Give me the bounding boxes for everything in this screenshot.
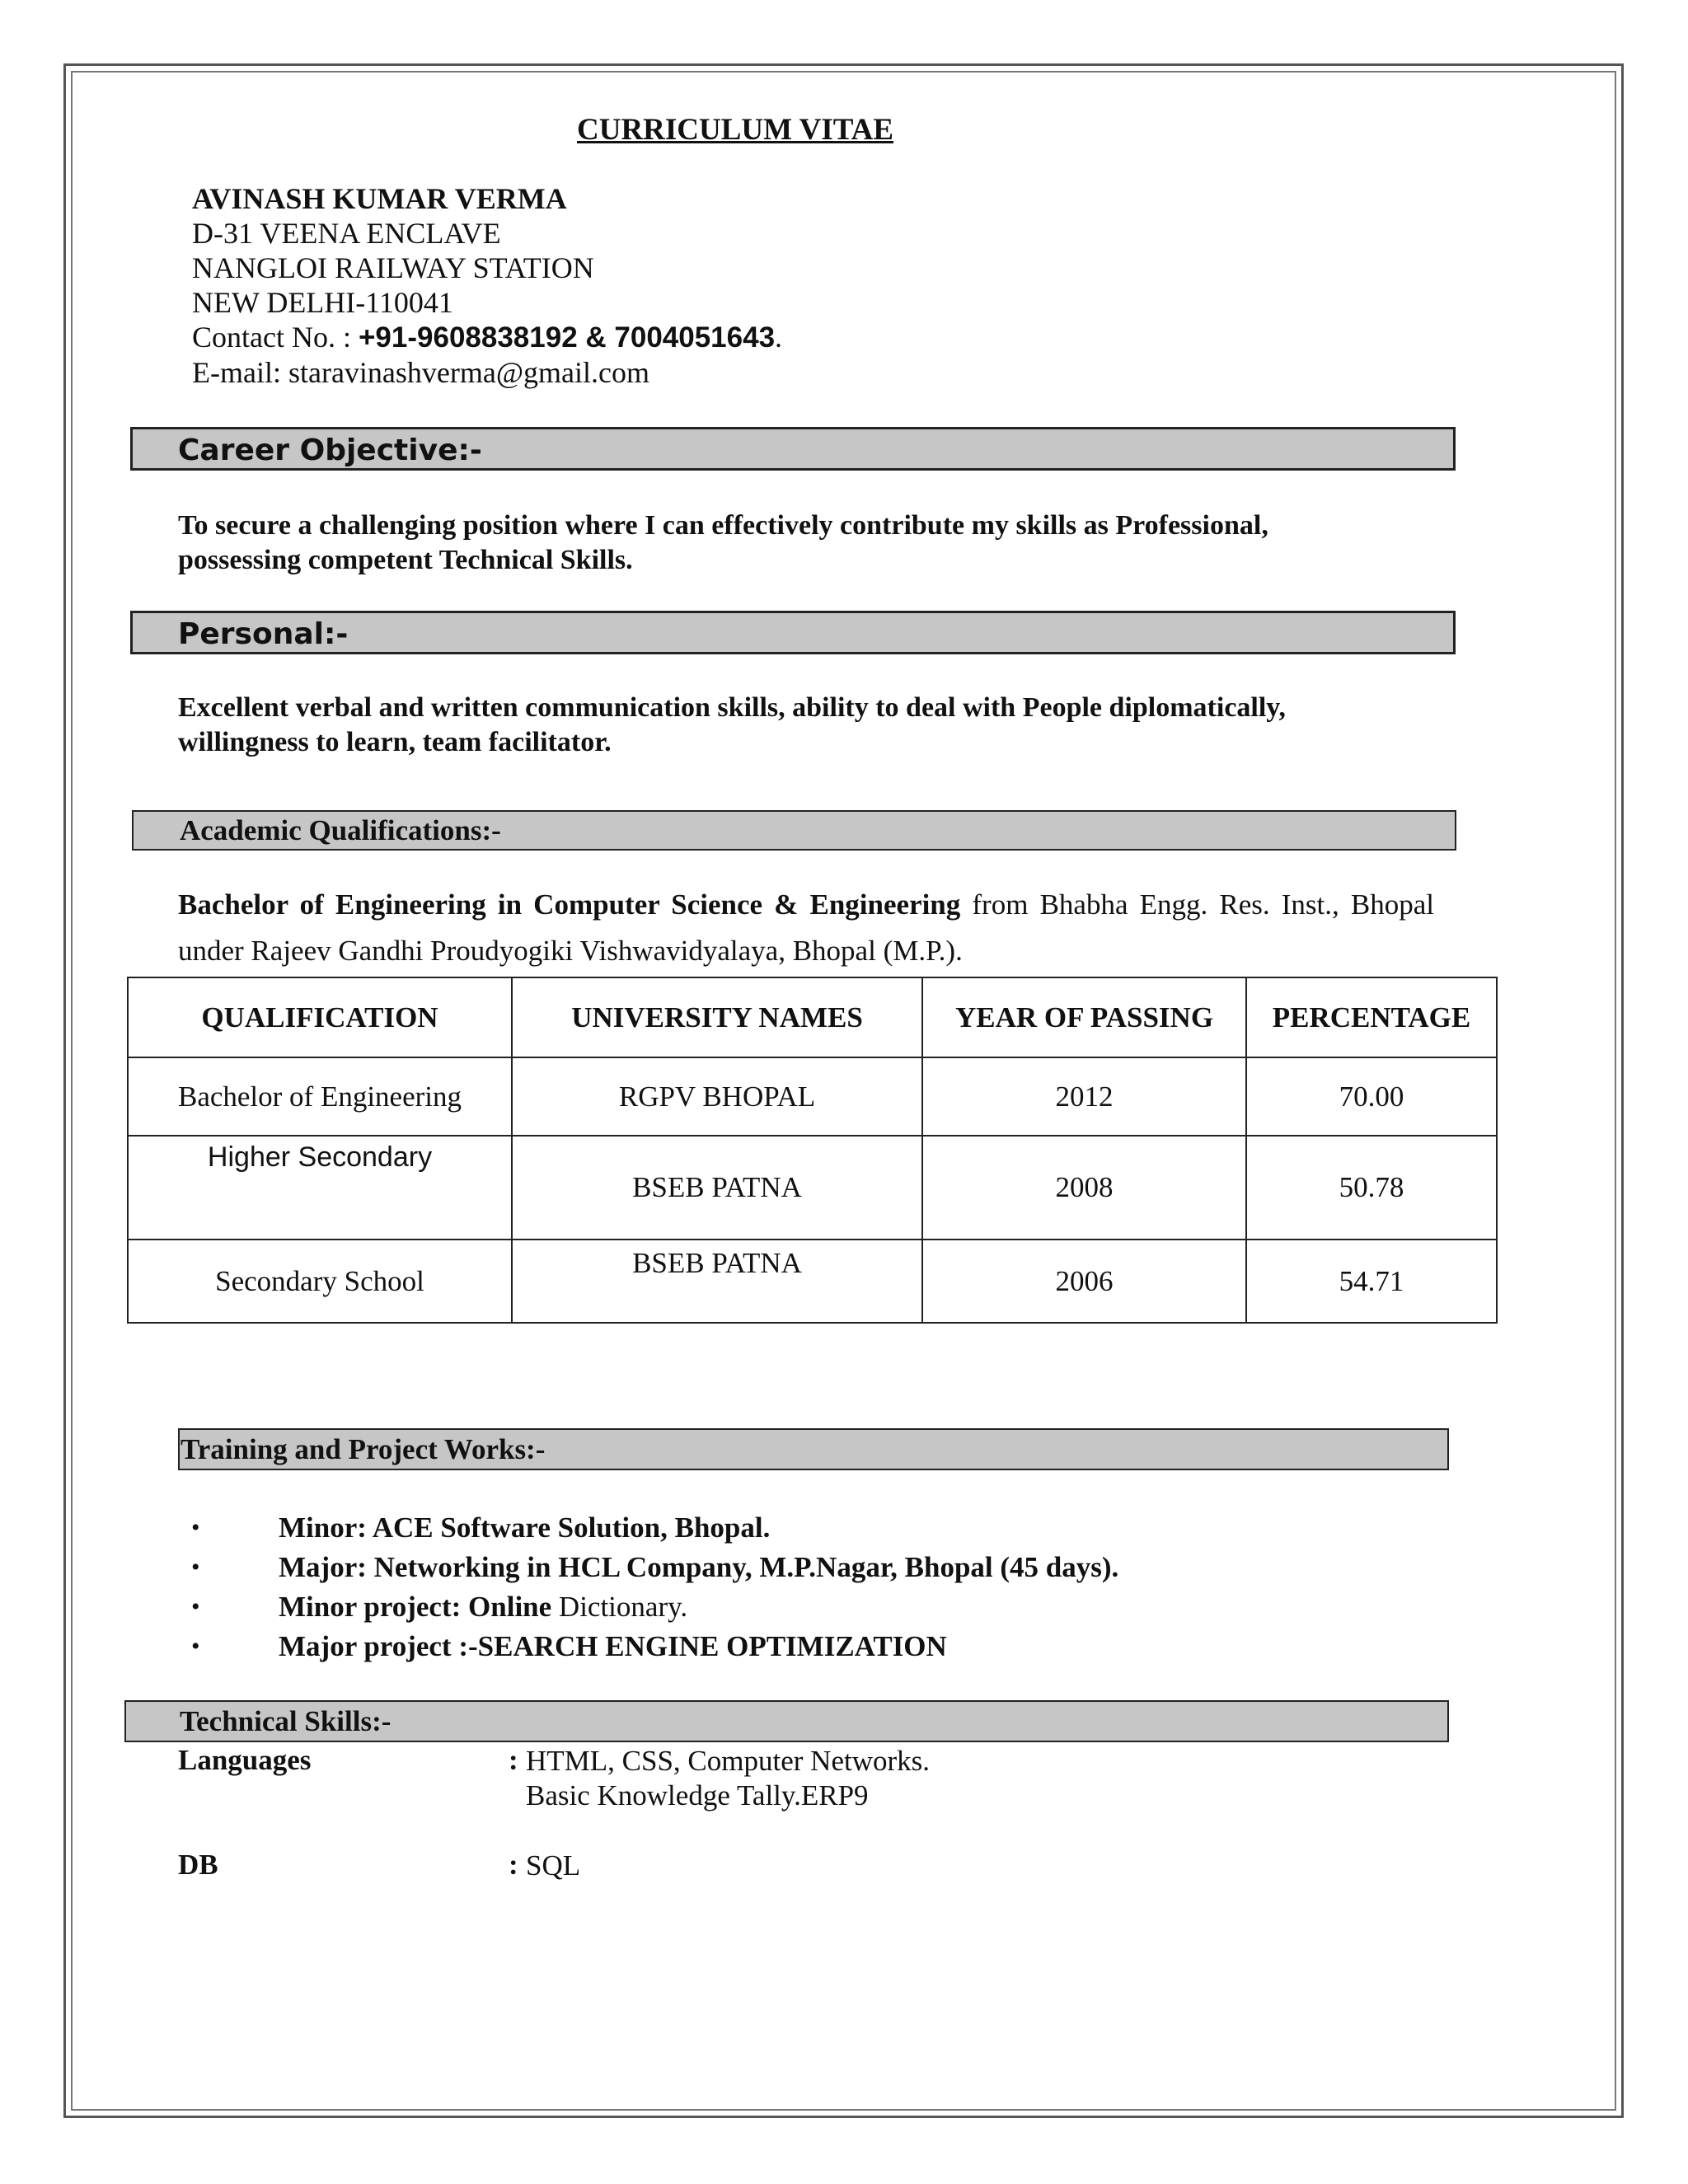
bullet-icon: • [191, 1633, 200, 1660]
personal-heading: Personal:- [178, 617, 349, 651]
personal-text [178, 691, 1286, 760]
bullet-icon: • [191, 1593, 200, 1620]
list-item [190, 1627, 1118, 1666]
training-item-rest: Dictionary. [551, 1591, 688, 1623]
degree-institution: from Bhabha Engg. Res. Inst., Bhopal under Rajeev Gandhi Proudyogiki Vishwavidyalaya, Bhopal (M.P.). [178, 888, 1434, 967]
db-value: SQL [526, 1849, 581, 1882]
languages-line-2: Basic Knowledge Tally.ERP9 [526, 1779, 869, 1811]
training-list [190, 1508, 1118, 1666]
contact-suffix: . [775, 321, 783, 354]
table-cell: Secondary School [128, 1240, 512, 1323]
address-line-3: NEW DELHI-110041 [192, 286, 453, 319]
column-header-year: YEAR OF PASSING [922, 977, 1246, 1057]
candidate-name: AVINASH KUMAR VERMA [192, 182, 567, 215]
list-item [190, 1508, 1118, 1548]
column-header-qualification: QUALIFICATION [128, 977, 512, 1057]
document-title: CURRICULUM VITAE [577, 113, 894, 147]
email-label: E-mail: [192, 356, 288, 389]
table-cell: 70.00 [1246, 1057, 1497, 1136]
table-cell: RGPV BHOPAL [512, 1057, 922, 1136]
table-cell: BSEB PATNA [512, 1240, 922, 1323]
training-item-bold: Major: Networking in HCL Company, M.P.Nagar, Bhopal (45 days). [279, 1551, 1119, 1583]
table-cell: Bachelor of Engineering [128, 1057, 512, 1136]
bullet-icon: • [191, 1514, 200, 1541]
table-row [128, 1240, 1497, 1323]
table-cell: Higher Secondary [128, 1136, 512, 1240]
table-header-row [128, 977, 1497, 1057]
languages-value [526, 1744, 930, 1813]
email-line [192, 355, 782, 390]
address-line-1: D-31 VEENA ENCLAVE [192, 217, 501, 250]
personal-line-1: Excellent verbal and written communication skills, ability to deal with People diplomatically, [178, 692, 1286, 723]
db-label: DB [178, 1849, 218, 1881]
training-item-bold: Major project :-SEARCH ENGINE OPTIMIZATION [279, 1630, 947, 1662]
contact-label: Contact No. : [192, 321, 359, 354]
languages-line-1: HTML, CSS, Computer Networks. [526, 1745, 930, 1777]
db-colon: : [509, 1849, 518, 1881]
academic-description [178, 882, 1434, 974]
career-objective-heading-bar [130, 427, 1456, 471]
languages-label: Languages [178, 1744, 312, 1776]
address-line-2: NANGLOI RAILWAY STATION [192, 251, 594, 284]
list-item [190, 1548, 1118, 1587]
contact-line [192, 320, 782, 355]
table-cell: 54.71 [1246, 1240, 1497, 1323]
contact-numbers: +91-9608838192 & 7004051643 [358, 321, 776, 354]
table-row [128, 1136, 1497, 1240]
training-item-bold: Minor project: Online [279, 1591, 552, 1623]
list-item [190, 1587, 1118, 1627]
degree-name: Bachelor of Engineering in Computer Science & Engineering [178, 888, 961, 921]
training-heading: Training and Project Works:- [181, 1433, 546, 1465]
bullet-icon: • [191, 1554, 200, 1581]
skills-heading: Technical Skills:- [180, 1705, 392, 1737]
table-row [128, 1057, 1497, 1136]
skills-heading-bar [124, 1700, 1449, 1742]
column-header-university: UNIVERSITY NAMES [512, 977, 922, 1057]
table-cell: 2012 [922, 1057, 1246, 1136]
table-cell: BSEB PATNA [512, 1136, 922, 1240]
personal-heading-bar [130, 611, 1456, 654]
table-cell: 2006 [922, 1240, 1246, 1323]
career-objective-line-1: To secure a challenging position where I can effectively contribute my skills as Professional, [178, 510, 1268, 541]
email-address[interactable]: staravinashverma@gmail.com [288, 356, 649, 389]
languages-colon: : [509, 1744, 518, 1776]
career-objective-text [178, 509, 1268, 578]
academic-heading: Academic Qualifications:- [180, 814, 501, 846]
contact-block [192, 181, 782, 390]
training-item-bold: Minor: ACE Software Solution, Bhopal. [279, 1511, 771, 1544]
personal-line-2: willingness to learn, team facilitator. [178, 727, 612, 757]
training-heading-bar [178, 1428, 1449, 1470]
career-objective-heading: Career Objective:- [178, 434, 482, 467]
career-objective-line-2: possessing competent Technical Skills. [178, 545, 633, 575]
column-header-percentage: PERCENTAGE [1246, 977, 1497, 1057]
table-cell: 2008 [922, 1136, 1246, 1240]
table-cell: 50.78 [1246, 1136, 1497, 1240]
qualification-table [127, 977, 1498, 1324]
academic-heading-bar [132, 810, 1456, 851]
